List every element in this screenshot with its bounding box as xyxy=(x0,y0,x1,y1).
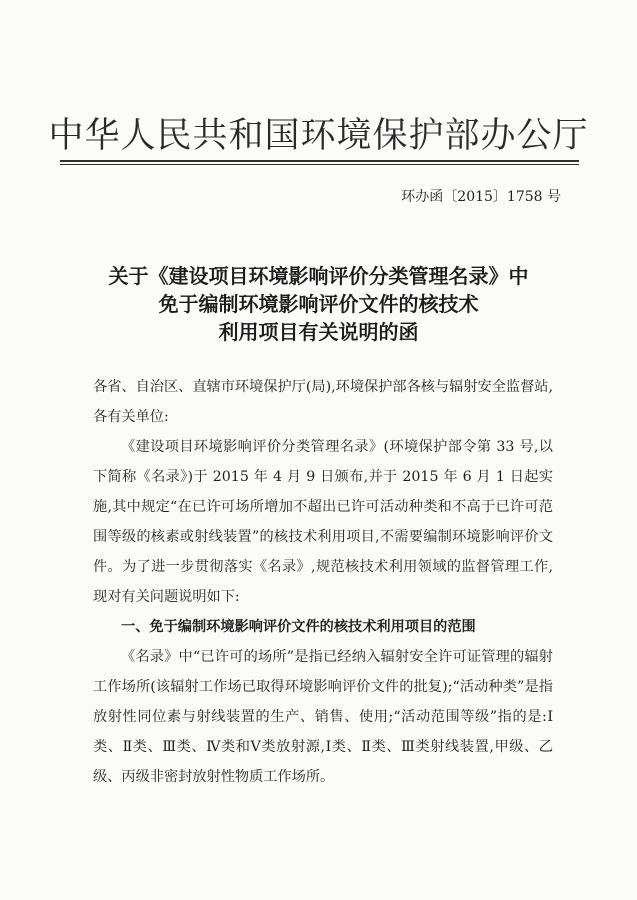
section-heading: 一、免于编制环境影响评价文件的核技术利用项目的范围 xyxy=(121,619,476,635)
document-title xyxy=(0,262,637,346)
title-line: 利用项目有关说明的函 xyxy=(218,320,419,344)
paragraph: 《名录》中“已许可的场所”是指已经纳入辐射安全许可证管理的辐射工作场所(该辐射工作场已取得环境影响评价文件的批复);“活动种类”是指放射性同位素与射线装置的生产、销售、使用;“活动范围等级”指的是:Ⅰ类、Ⅱ类、Ⅲ类、Ⅳ类和Ⅴ类放射源,Ⅰ类、Ⅱ类、Ⅲ类射线装置,甲级、乙级、丙级非密封放射性物质工作场所。 xyxy=(93,649,553,785)
paragraph: 《建设项目环境影响评价分类管理名录》(环境保护部令第 33 号,以下简称《名录》)于 2015 年 4 月 9 日颁布,并于 2015 年 6 月 1 日起实施,其中规定“在已许可场所增加不超出已许可活动种类和不高于已许可范围等级的核素或射线装置”的核技术利用项目,不需要编制环境影响评价文件。为了进一步贯彻落实《名录》,规范核技术利用领域的监督管理工作,现对有关问题说明如下: xyxy=(93,439,553,605)
title-line: 关于《建设项目环境影响评价分类管理名录》中 xyxy=(108,264,529,288)
salutation: 各省、自治区、直辖市环境保护厅(局),环境保护部各核与辐射安全监督站,各有关单位: xyxy=(93,379,553,425)
title-line: 免于编制环境影响评价文件的核技术 xyxy=(158,292,479,316)
letterhead-rule-thin xyxy=(60,164,579,165)
document-body xyxy=(93,372,553,792)
letterhead-rule xyxy=(60,160,579,162)
letterhead: 中华人民共和国环境保护部办公厅 xyxy=(48,116,589,156)
document-number: 环办函〔2015〕1758 号 xyxy=(401,189,561,205)
